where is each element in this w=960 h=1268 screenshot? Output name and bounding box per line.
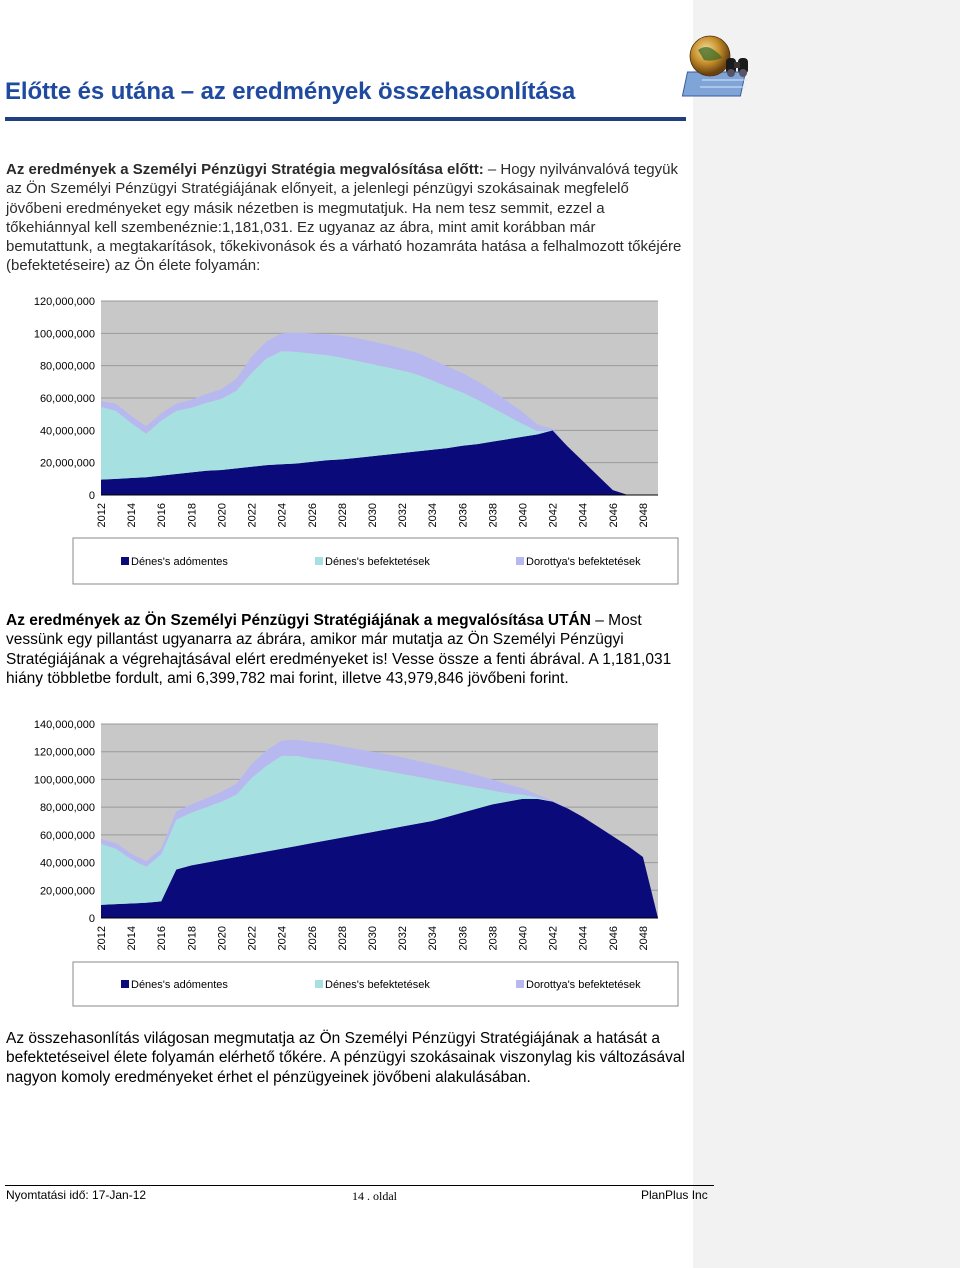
footer-divider [5,1185,714,1186]
after-heading: Az eredmények az Ön Személyi Pénzügyi Stratégiájának a megvalósítása UTÁN [6,612,591,629]
x-tick-label: 2016 [156,926,169,951]
y-tick-label: 20,000,000 [39,457,95,470]
chart-before-svg [6,290,684,590]
x-tick-label: 2044 [577,503,590,528]
x-tick-label: 2024 [276,503,289,528]
chart-after [6,714,684,1014]
print-date: Nyomtatási idő: 17-Jan-12 [6,1188,147,1202]
x-tick-label: 2024 [276,926,289,951]
y-tick-label: 0 [88,490,95,502]
title-divider [5,117,686,121]
legend-label: Dénes's befektetések [325,979,430,991]
legend-swatch [315,980,323,988]
x-tick-label: 2014 [126,503,139,528]
x-tick-label: 2040 [517,926,530,951]
legend-swatch [121,980,129,988]
legend-label: Dénes's adómentes [131,556,228,568]
x-tick-label: 2038 [487,926,500,951]
y-tick-label: 80,000,000 [39,360,95,373]
x-tick-label: 2022 [246,503,259,528]
x-tick-label: 2026 [306,503,319,528]
x-tick-label: 2030 [366,926,379,951]
x-tick-label: 2034 [427,926,440,951]
x-tick-label: 2022 [246,926,259,951]
x-tick-label: 2020 [216,926,229,951]
x-tick-label: 2032 [397,926,410,951]
x-tick-label: 2048 [637,926,650,951]
x-tick-label: 2036 [457,503,470,528]
y-tick-label: 40,000,000 [39,857,95,870]
y-tick-label: 100,000,000 [33,328,95,341]
x-tick-label: 2046 [607,503,620,528]
chart-before [6,290,684,590]
legend-swatch [315,557,323,565]
x-tick-label: 2020 [216,503,229,528]
legend-swatch [121,557,129,565]
y-tick-label: 0 [88,913,95,925]
x-tick-label: 2032 [397,503,410,528]
intro-heading: Az eredmények a Személyi Pénzügyi Stratégia megvalósítása előtt: [6,161,484,178]
y-tick-label: 100,000,000 [33,774,95,787]
right-margin-panel [693,0,960,1268]
x-tick-label: 2030 [366,503,379,528]
legend-swatch [516,557,524,565]
page-title: Előtte és utána – az eredmények összehasonlítása [5,78,576,105]
x-tick-label: 2038 [487,503,500,528]
x-tick-label: 2018 [186,926,199,951]
legend-label: Dénes's adómentes [131,979,228,991]
x-tick-label: 2042 [547,503,560,528]
x-tick-label: 2034 [427,503,440,528]
x-tick-label: 2036 [457,926,470,951]
y-tick-label: 60,000,000 [39,393,95,405]
chart-after-svg [6,714,684,1014]
x-tick-label: 2048 [637,503,650,528]
x-tick-label: 2046 [607,926,620,951]
x-tick-label: 2042 [547,926,560,951]
legend-label: Dénes's befektetések [325,556,430,568]
y-tick-label: 60,000,000 [39,829,95,842]
x-tick-label: 2040 [517,503,530,528]
y-tick-label: 40,000,000 [39,425,95,438]
y-tick-label: 120,000,000 [33,296,95,308]
x-tick-label: 2014 [126,926,139,951]
conclusion-paragraph: Az összehasonlítás világosan megmutatja az Ön Személyi Pénzügyi Stratégiájának a hatását a befektetéseivel élete folyamán elérhető tőkére. A pénzügyi szokásainak viszonylag kis változásával nagyon komoly eredményeket érhet el pénzügyeinek jövőbeni alakulásában. [6,1030,685,1086]
x-tick-label: 2012 [96,926,108,951]
x-tick-label: 2016 [156,503,169,528]
globe-binoculars-icon [682,32,762,100]
intro-text: – Hogy nyilvánvalóvá tegyük az Ön Személyi Pénzügyi Stratégiájának előnyeit, a jelenlegi pénzügyi szokásainak megfelelő jövőbeni eredményeket egy másik nézetben is megmutatjuk. Ha nem tesz semmit, ezzel a tőkehiánnyal kell szembenéznie:1,181,031. Ez ugyanaz az ábra, mint amit korábban már bemutattunk, a megtakarítások, tőkekivonások és a várható hozamráta hatása a felhalmozott tőkéjére (befektetéseire) az Ön élete folyamán: [6,161,682,275]
company-name: PlanPlus Inc [641,1188,708,1202]
y-tick-label: 80,000,000 [39,802,95,815]
legend-swatch [516,980,524,988]
x-tick-label: 2012 [96,503,108,528]
y-tick-label: 20,000,000 [39,885,95,898]
page-number: 14 . oldal [352,1189,397,1203]
y-tick-label: 140,000,000 [33,719,95,731]
after-text: – Most vessünk egy pillantást ugyanarra az ábrára, amikor már mutatja az Ön Személyi Pénzügyi Stratégiájának a végrehajtásával elért eredményeket is! Vesse össze a fenti ábrával. A 1,181,031 hiány többletbe fordult, ami 6,399,782 mai forint, illetve 43,979,846 jövőbeni forint. [6,612,672,687]
x-tick-label: 2028 [336,926,349,951]
after-paragraph [6,611,686,688]
x-tick-label: 2026 [306,926,319,951]
legend-label: Dorottya's befektetések [526,979,641,991]
legend-label: Dorottya's befektetések [526,556,641,568]
intro-paragraph [6,160,686,276]
x-tick-label: 2044 [577,926,590,951]
x-tick-label: 2028 [336,503,349,528]
y-tick-label: 120,000,000 [33,746,95,759]
x-tick-label: 2018 [186,503,199,528]
